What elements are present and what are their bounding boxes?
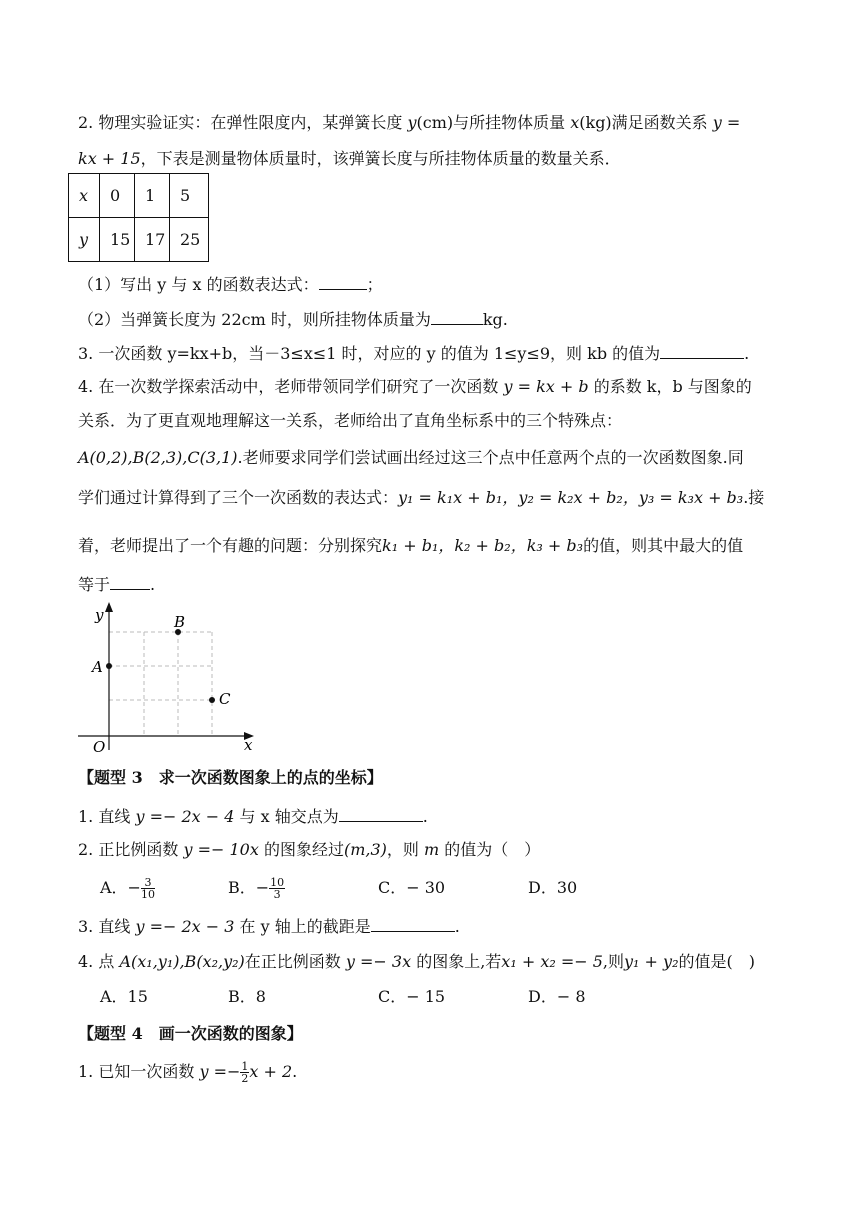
table-cell: 5 [170, 174, 209, 218]
fraction [269, 877, 285, 900]
s3-text: 2. 正比例函数 [78, 840, 184, 859]
math-expr: y =− 3x [345, 952, 412, 971]
math-expr: y =− 10x [183, 840, 259, 859]
section-4-heading: 【题型 4 画一次函数的图象】 [78, 1024, 303, 1043]
answer-blank[interactable] [110, 572, 150, 590]
fraction-denominator: 3 [273, 888, 281, 901]
option-label: B．− [228, 878, 270, 897]
math-expr: y =− 2x − 3 [135, 917, 235, 936]
q4-text: .接 [743, 488, 765, 507]
q2-line-1 [78, 111, 740, 135]
table-cell: 0 [100, 174, 135, 218]
q2-text: ，下表是测量物体质量时，该弹簧长度与所挂物体质量的数量关系． [140, 149, 621, 168]
math-expr: kx + 15 [78, 149, 141, 168]
y-axis-label: y [95, 606, 104, 624]
q3-text: 3. 一次函数 y=kx+b，当－3≤x≤1 时，对应的 y 的值为 1≤y≤9，则 kb 的值为 [78, 344, 661, 363]
table-cell: 17 [135, 218, 170, 262]
math-expr: y = kx + b [503, 377, 589, 396]
math-expr: y₁ + y₂ [624, 952, 679, 971]
s3-text: 的值为（ ） [439, 840, 541, 859]
q2-text: kg. [482, 310, 508, 329]
s3-text: . [422, 807, 428, 826]
q2-text: 2. 物理实验证实：在弹性限度内，某弹簧长度 [78, 113, 408, 132]
q4-line-6 [78, 572, 155, 597]
q4-line-2 [78, 409, 622, 433]
q4-text: 关系．为了更直观地理解这一关系，老师给出了直角坐标系中的三个特殊点： [78, 411, 623, 430]
q4-text: 的值，则其中最大的值 [583, 536, 744, 555]
s4-q1 [78, 1060, 297, 1084]
point-a-label: A [92, 658, 103, 676]
fraction-numerator: 10 [270, 876, 285, 889]
q3-text: . [744, 344, 750, 363]
x-axis-label: x [244, 736, 253, 754]
s3-q2 [78, 838, 540, 862]
data-table [68, 173, 209, 262]
q4-text: 的系数 k，b 与图象的 [588, 377, 752, 396]
s3-text: 的图象上,若 [411, 952, 502, 971]
q2-text: (cm)与所挂物体质量 [416, 113, 571, 132]
q4-text: .老师要求同学们尝试画出经过这三个点中任意两个点的一次函数图象.同 [237, 448, 744, 467]
option-d[interactable]: D．30 [528, 878, 578, 897]
option-c[interactable]: C．− 30 [378, 878, 446, 897]
y-axis-arrow-icon [105, 602, 113, 612]
math-var: m [423, 840, 440, 859]
s3-text: 在正比例函数 [244, 952, 346, 971]
q2-text: （2）当弹簧长度为 22cm 时，则所挂物体质量为 [78, 310, 431, 329]
answer-blank[interactable] [660, 341, 744, 359]
math-expr: k₁ + b₁，k₂ + b₂，k₃ + b₃ [382, 536, 584, 555]
option-a[interactable]: A．15 [100, 987, 148, 1006]
option-a[interactable] [100, 876, 155, 900]
q4-text: 等于 [78, 575, 111, 594]
s3-text: ,则 [602, 952, 625, 971]
math-var: x [570, 113, 580, 132]
s3-q4 [78, 950, 755, 974]
q4-text: . [150, 575, 156, 594]
table-cell: x [69, 174, 100, 218]
s3-text: 的图象经过 [258, 840, 344, 859]
s4-text: 1. 已知一次函数 [78, 1062, 200, 1081]
s3-text: 4. 点 [78, 952, 120, 971]
q4-line-3 [78, 446, 744, 470]
q2-text: ； [366, 275, 383, 294]
math-expr: A(x₁,y₁),B(x₂,y₂) [119, 952, 245, 971]
point-b-label: B [174, 613, 186, 631]
q3-line [78, 341, 749, 366]
q4-line-1 [78, 375, 752, 399]
s3-text: 与 x 轴交点为 [234, 807, 339, 826]
point-c-label: C [219, 690, 231, 708]
q2-sub-2 [78, 307, 508, 332]
point-c-marker [209, 697, 215, 703]
q4-text: 着，老师提出了一个有趣的问题：分别探究 [78, 536, 383, 555]
answer-blank[interactable] [339, 804, 423, 822]
s3-text: 的值是( ) [678, 952, 755, 971]
point-a-marker [106, 663, 112, 669]
option-c[interactable]: C．− 15 [378, 987, 446, 1006]
s4-text: . [292, 1062, 298, 1081]
answer-blank[interactable] [431, 307, 483, 325]
grid-lines [109, 632, 212, 736]
q2-line-2 [78, 147, 621, 171]
math-expr: y =− [199, 1062, 241, 1081]
q2-text: （1）写出 y 与 x 的函数表达式： [78, 275, 319, 294]
math-expr: y = [712, 113, 741, 132]
q2-sub-1 [78, 272, 383, 297]
math-expr: A(0,2),B(2,3),C(3,1) [78, 448, 238, 467]
s3-text: 在 y 轴上的截距是 [234, 917, 371, 936]
table-cell: 25 [170, 218, 209, 262]
origin-label: O [93, 738, 106, 756]
math-expr: y₁ = k₁x + b₁，y₂ = k₂x + b₂，y₃ = k₃x + b₃ [398, 488, 744, 507]
table-row [69, 174, 209, 218]
section-3-heading: 【题型 3 求一次函数图象上的点的坐标】 [78, 768, 383, 787]
fraction-denominator: 2 [241, 1072, 249, 1085]
q4-text: 4. 在一次数学探索活动中，老师带领同学们研究了一次函数 [78, 377, 504, 396]
q4-text: 学们通过计算得到了三个一次函数的表达式： [78, 488, 399, 507]
q4-line-5 [78, 534, 743, 558]
s3-q3 [78, 914, 460, 939]
option-b[interactable] [228, 876, 285, 900]
s3-text: . [454, 917, 460, 936]
answer-blank[interactable] [319, 272, 367, 290]
s3-q1 [78, 804, 428, 829]
q4-line-4 [78, 486, 764, 510]
fraction-numerator: 1 [241, 1060, 249, 1073]
q2-text: (kg)满足函数关系 [579, 113, 713, 132]
answer-blank[interactable] [371, 914, 455, 932]
math-expr: x + 2 [249, 1062, 293, 1081]
math-var: y [407, 113, 417, 132]
coordinate-graph [76, 598, 266, 756]
math-expr: y =− 2x − 4 [135, 807, 235, 826]
fraction-numerator: 3 [141, 877, 155, 889]
s3-text: 1. 直线 [78, 807, 136, 826]
table-row [69, 218, 209, 262]
fraction [141, 877, 155, 900]
table-cell: 15 [100, 218, 135, 262]
option-label: A．− [100, 878, 141, 897]
option-b[interactable]: B．8 [228, 987, 266, 1006]
math-expr: x₁ + x₂ =− 5 [501, 952, 603, 971]
option-d[interactable]: D．− 8 [528, 987, 586, 1006]
math-expr: (m,3) [343, 840, 387, 859]
table-cell: y [69, 218, 100, 262]
fraction-denominator: 10 [140, 888, 155, 901]
table-cell: 1 [135, 174, 170, 218]
s3-text: 3. 直线 [78, 917, 136, 936]
s3-text: ，则 [386, 840, 424, 859]
